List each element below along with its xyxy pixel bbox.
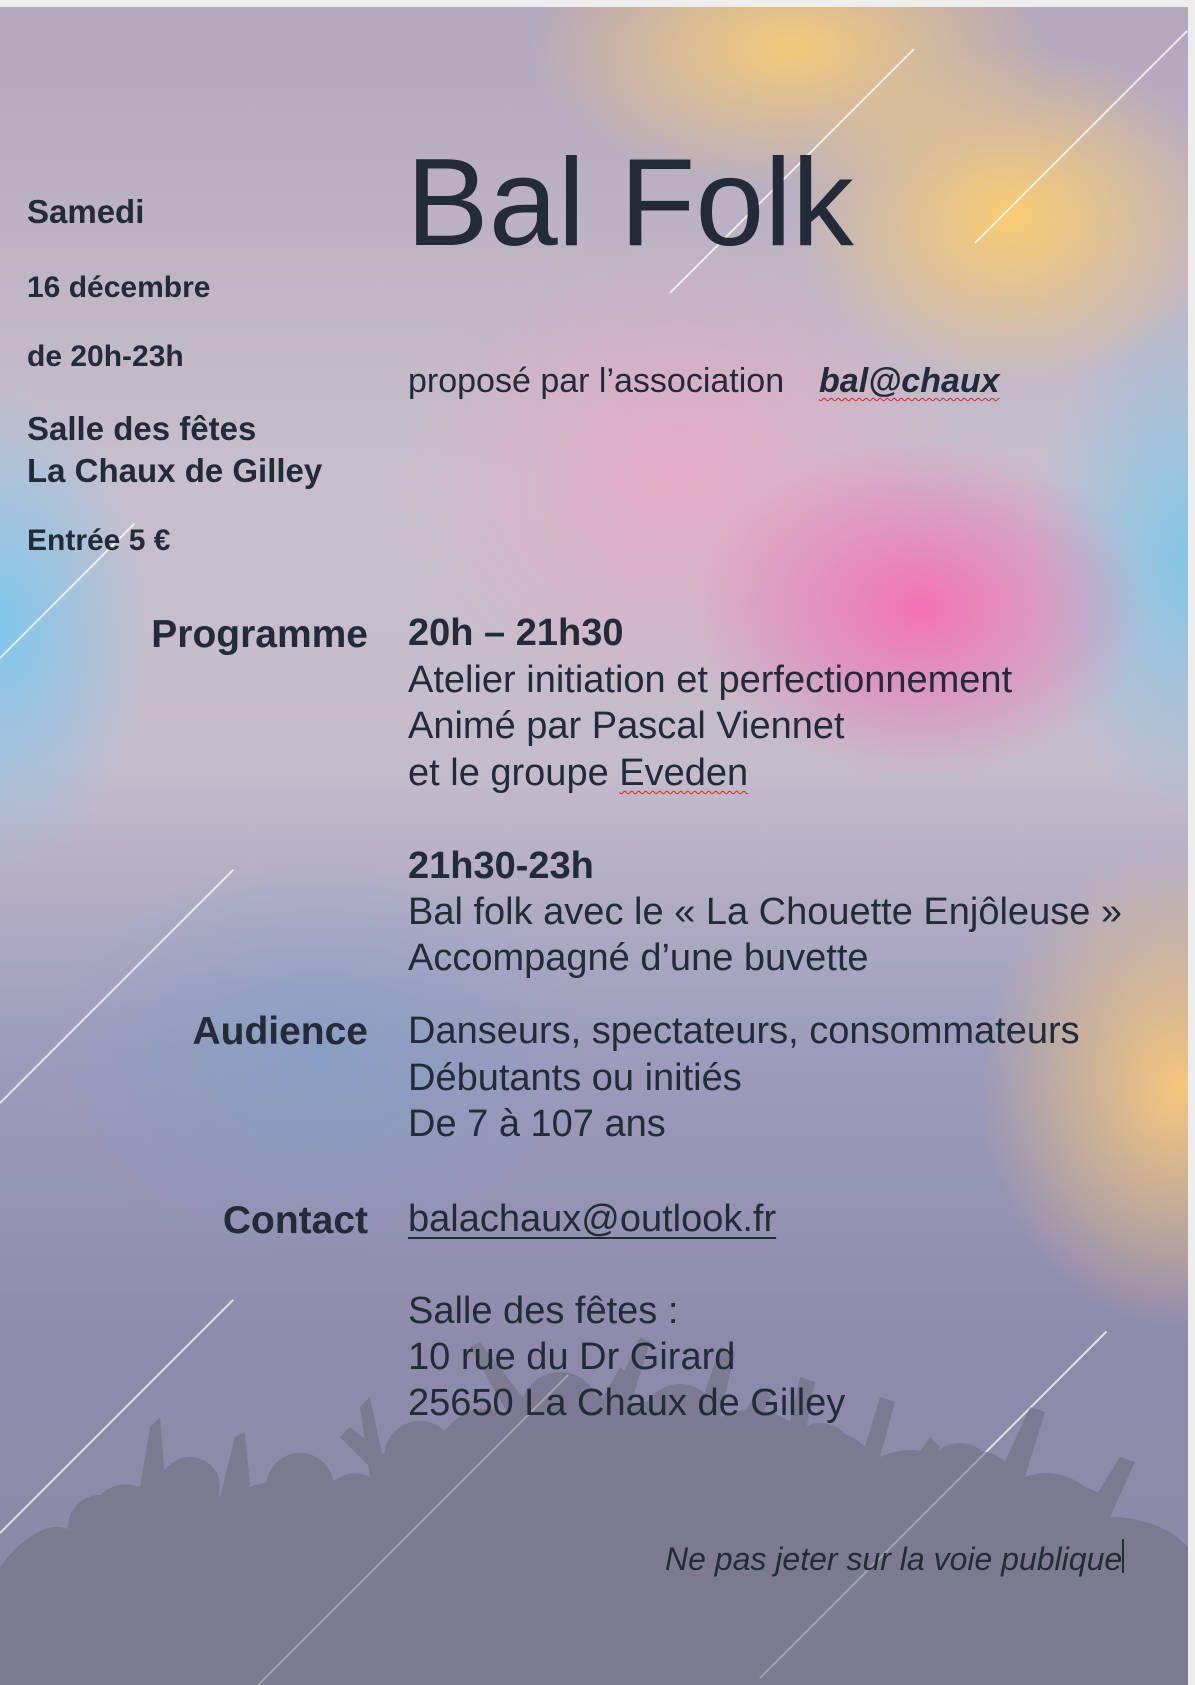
proposed-by xyxy=(408,362,1000,401)
address-line1: Salle des fêtes : xyxy=(408,1290,679,1332)
slot2-time: 21h30-23h xyxy=(408,845,594,887)
footer-notice: Ne pas jeter sur la voie publique xyxy=(665,1541,1123,1577)
contact-email-link[interactable]: balachaux@outlook.fr xyxy=(408,1198,777,1240)
programme-label: Programme xyxy=(151,613,368,656)
entry-price: Entrée 5 € xyxy=(27,524,171,557)
address-line2: 10 rue du Dr Girard xyxy=(408,1336,736,1378)
venue-line1: Salle des fêtes xyxy=(27,410,257,447)
venue-line2: La Chaux de Gilley xyxy=(27,452,323,489)
contact-email-wrap xyxy=(408,1198,776,1241)
date: 16 décembre xyxy=(27,271,211,304)
contact-label: Contact xyxy=(222,1199,368,1242)
slot1-line1: Atelier initiation et perfectionnement xyxy=(408,659,1013,701)
association-name: bal@chaux xyxy=(819,362,1000,400)
date-day: Samedi xyxy=(27,193,145,230)
slot1-time: 20h – 21h30 xyxy=(408,612,624,654)
audience-line2: Débutants ou initiés xyxy=(408,1057,742,1099)
audience-line3: De 7 à 107 ans xyxy=(408,1103,666,1145)
hours: de 20h-23h xyxy=(27,340,184,373)
slot1-line3 xyxy=(408,752,748,795)
slot2-line1: Bal folk avec le « La Chouette Enjôleuse » xyxy=(408,891,1123,933)
slot1-line2: Animé par Pascal Viennet xyxy=(408,705,845,747)
audience-line1: Danseurs, spectateurs, consommateurs xyxy=(408,1010,1080,1052)
audience-label: Audience xyxy=(192,1010,368,1053)
proposed-by-label: proposé par l’association xyxy=(408,362,785,400)
poster xyxy=(0,7,1188,1685)
page-title: Bal Folk xyxy=(406,134,854,272)
text-cursor xyxy=(1122,1539,1124,1573)
slot1-line3-prefix: et le groupe xyxy=(408,752,620,794)
slot2-line2: Accompagné d’une buvette xyxy=(408,937,869,979)
group-name: Eveden xyxy=(619,752,749,794)
address-line3: 25650 La Chaux de Gilley xyxy=(408,1382,846,1424)
